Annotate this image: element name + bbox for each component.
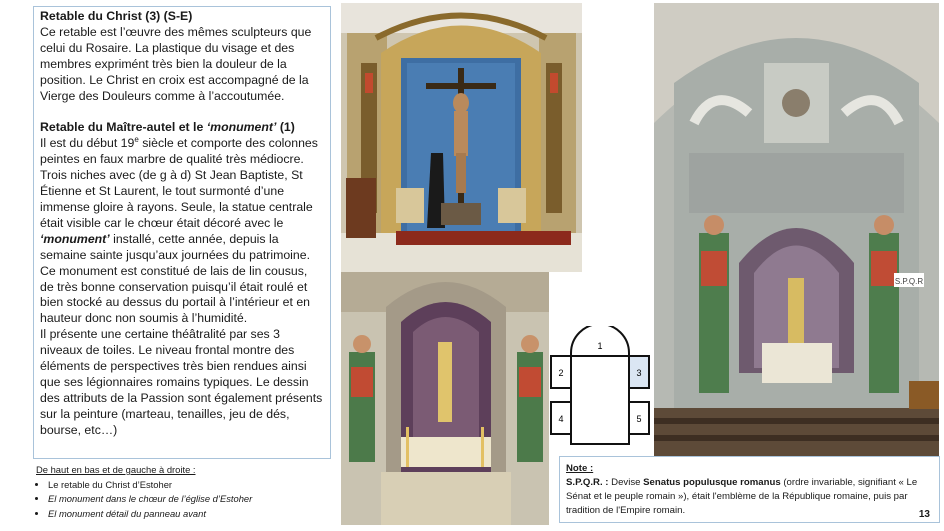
heading-maitre-autel: Retable du Maître-autel et le ‘monument’ (1) xyxy=(40,120,295,135)
paragraph-monument: Ce monument est constitué de lais de lin cousus, de très bonne conservation puisqu’il était roulé et bien stocké au dessus du portail à l’intérieur et en hauteur donc non soumis à l’humidité. xyxy=(40,263,311,326)
plan-label-4: 4 xyxy=(558,414,564,424)
plan-label-3: 3 xyxy=(636,368,642,378)
plan-label-2: 2 xyxy=(558,368,564,378)
plan-label-5: 5 xyxy=(636,414,642,424)
photo-caption xyxy=(36,463,336,521)
page-number: 13 xyxy=(918,509,930,520)
plan-label-1: 1 xyxy=(597,341,603,351)
photo-monument-detail xyxy=(654,3,939,456)
photo-monument-choeur xyxy=(341,272,549,525)
note-body: S.P.Q.R. : Devise Senatus populusque romanus (ordre invariable, signifiant « Le Sénat et le peuple romain »), était l'emblème de la République romaine, puis par tradition de l'Empire romain. xyxy=(566,477,918,516)
church-plan-diagram xyxy=(547,326,651,454)
paragraph-theatralite: Il présente une certaine théâtralité par ses 3 niveaux de toiles. Le niveau frontal montre des éléments de perspectives très bien rendues ainsi que ses légionnaires romains typiques. Le dessin des attributs de la Passion sont également présents sur la peinture (marteau, tenailles, jeu de dés, bourse, etc…) xyxy=(40,327,323,437)
spqr-sign-text: S.P.Q.R xyxy=(894,277,924,286)
photo-retable-christ xyxy=(341,3,582,272)
caption-item: • El monument dans le chœur de l’église d’Estoher xyxy=(48,492,336,507)
note-box xyxy=(559,456,940,523)
caption-title: De haut en bas et de gauche à droite : xyxy=(36,464,196,475)
paragraph-maitre-autel: Il est du début 19e siècle et comporte des colonnes peintes en faux marbre de qualité très médiocre. Trois niches avec (de g à d) St Jean Baptiste, St Étienne et St Laurent, le tout surmonté d’une immense gloire à rayons. Seule, la statue centrale était visible car le chœur était décoré avec le ‘monument’ installé, cette année, depuis la semaine sainte jusqu’aux journées du patrimoine. xyxy=(40,135,318,262)
text-panel xyxy=(33,6,331,459)
caption-item: • Le retable du Christ d’Estoher xyxy=(48,478,336,493)
note-title: Note : xyxy=(566,463,594,474)
caption-item: • El monument détail du panneau avant xyxy=(48,507,336,522)
paragraph-retable-christ: Ce retable est l’œuvre des mêmes sculpteurs que celui du Rosaire. La plastique du visage et des membres exprimént très bien la douleur de la position. Le Christ en croix est accompagné de la Vierge des Douleurs comme à l’accoutumée. xyxy=(40,24,312,103)
heading-retable-christ: Retable du Christ (3) (S-E) xyxy=(40,9,193,23)
